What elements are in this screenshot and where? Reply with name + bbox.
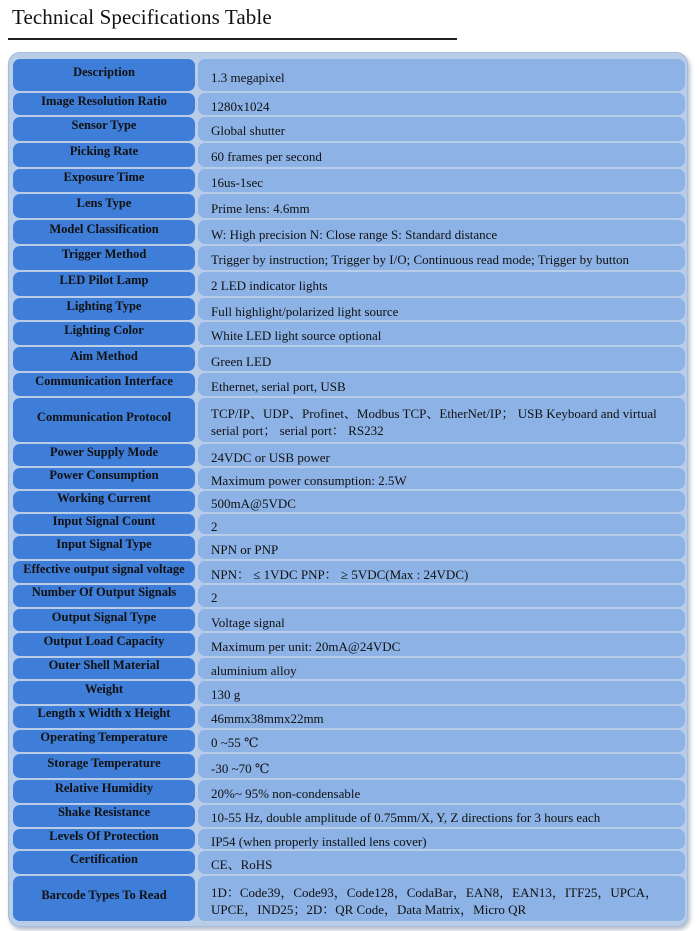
spec-value-cell <box>198 780 685 803</box>
spec-value: White LED light source optional <box>211 328 382 344</box>
spec-label: Input Signal Count <box>52 513 156 528</box>
page-title: Technical Specifications Table <box>12 5 272 29</box>
spec-label-cell <box>13 169 195 193</box>
spec-label-cell <box>13 829 195 850</box>
spec-label: Trigger Method <box>61 247 147 262</box>
spec-value: aluminium alloy <box>211 663 297 679</box>
spec-value-cell <box>198 658 685 679</box>
spec-label-cell <box>13 373 195 396</box>
spec-label: Working Current <box>57 490 151 505</box>
spec-label-cell <box>13 117 195 141</box>
spec-label: Lighting Color <box>64 323 144 338</box>
spec-row <box>13 322 685 345</box>
spec-label: Communication Interface <box>35 373 173 388</box>
spec-value-cell <box>198 491 685 512</box>
spec-value-cell <box>198 706 685 728</box>
spec-value-cell <box>198 536 685 559</box>
spec-value-cell <box>198 851 685 874</box>
spec-value-cell <box>198 468 685 489</box>
spec-value: Maximum power consumption: 2.5W <box>211 473 407 489</box>
spec-row <box>13 561 685 583</box>
spec-label-cell <box>13 220 195 244</box>
spec-label: Exposure Time <box>63 169 145 184</box>
spec-label-cell <box>13 514 195 535</box>
spec-value-cell <box>198 347 685 371</box>
spec-row <box>13 298 685 321</box>
spec-value-cell <box>198 829 685 850</box>
spec-label-cell <box>13 347 195 371</box>
spec-label-cell <box>13 398 195 443</box>
spec-value: 16us-1sec <box>211 174 263 190</box>
spec-value: TCP/IP、UDP、Profinet、Modbus TCP、EtherNet/IP； USB Keyboard and virtual serial port； serial port： RS232 <box>211 406 657 439</box>
spec-value-cell <box>198 633 685 656</box>
spec-value: 1D：Code39，Code93，Code128，CodaBar，EAN8，EAN13，ITF25，UPCA，UPCE，IND25；2D：QR Code，Data Matrix，Micro QR <box>211 884 659 917</box>
spec-row <box>13 681 685 704</box>
spec-row <box>13 658 685 679</box>
spec-value: Green LED <box>211 353 272 369</box>
spec-label: Relative Humidity <box>54 781 154 796</box>
spec-value-cell <box>198 246 685 270</box>
spec-value: 2 <box>211 590 218 606</box>
spec-value: 1.3 megapixel <box>211 69 285 85</box>
spec-row <box>13 730 685 753</box>
spec-table-card <box>8 52 688 927</box>
spec-value: Trigger by instruction; Trigger by I/O; Continuous read mode; Trigger by button <box>211 252 630 268</box>
spec-value: 1280x1024 <box>211 98 270 114</box>
spec-value: NPN or PNP <box>211 542 279 558</box>
spec-table <box>13 57 685 923</box>
spec-value-cell <box>198 398 685 443</box>
spec-value: Maximum per unit: 20mA@24VDC <box>211 639 401 655</box>
spec-label: Output Load Capacity <box>43 634 165 649</box>
spec-value: -30 ~70 ℃ <box>211 760 270 776</box>
spec-value-cell <box>198 272 685 296</box>
spec-row <box>13 876 685 921</box>
spec-label-cell <box>13 805 195 827</box>
spec-label-cell <box>13 194 195 218</box>
spec-label-cell <box>13 851 195 874</box>
spec-value-cell <box>198 585 685 607</box>
spec-label: LED Pilot Lamp <box>59 273 149 288</box>
spec-label-cell <box>13 633 195 656</box>
spec-row <box>13 468 685 489</box>
spec-value-cell <box>198 681 685 704</box>
spec-value: W: High precision N: Close range S: Standard distance <box>211 226 498 242</box>
spec-value: 60 frames per second <box>211 149 322 165</box>
spec-row <box>13 373 685 396</box>
spec-row <box>13 246 685 270</box>
spec-value-cell <box>198 322 685 345</box>
spec-label: Operating Temperature <box>40 730 168 745</box>
spec-value-cell <box>198 609 685 632</box>
spec-row <box>13 220 685 244</box>
spec-label-cell <box>13 491 195 512</box>
spec-label-cell <box>13 143 195 167</box>
spec-label: Picking Rate <box>69 144 139 159</box>
spec-value: NPN： ≤ 1VDC PNP： ≥ 5VDC(Max : 24VDC) <box>211 566 469 582</box>
spec-row <box>13 444 685 466</box>
spec-label: Certification <box>69 852 139 867</box>
spec-label: Effective output signal voltage <box>23 561 185 576</box>
spec-value: 20%~ 95% non-condensable <box>211 786 361 802</box>
spec-value: CE、RoHS <box>211 857 273 873</box>
spec-value: IP54 (when properly installed lens cover) <box>211 833 427 849</box>
spec-label-cell <box>13 780 195 803</box>
spec-row <box>13 585 685 607</box>
spec-label: Outer Shell Material <box>48 658 160 673</box>
spec-value: Prime lens: 4.6mm <box>211 200 310 216</box>
spec-value: 2 LED indicator lights <box>211 278 328 294</box>
spec-row <box>13 272 685 296</box>
spec-label-cell <box>13 706 195 728</box>
spec-row <box>13 609 685 632</box>
spec-label: Barcode Types To Read <box>41 888 167 903</box>
spec-label: Sensor Type <box>71 118 137 133</box>
spec-value: 10-55 Hz, double amplitude of 0.75mm/X, Y, Z directions for 3 hours each <box>211 810 601 826</box>
spec-value-cell <box>198 444 685 466</box>
spec-label: Output Signal Type <box>51 609 157 624</box>
spec-row <box>13 59 685 91</box>
spec-value: 46mmx38mmx22mm <box>211 711 324 727</box>
spec-label-cell <box>13 468 195 489</box>
spec-value-cell <box>198 117 685 141</box>
spec-label-cell <box>13 272 195 296</box>
spec-label-cell <box>13 322 195 345</box>
spec-label-cell <box>13 444 195 466</box>
spec-label-cell <box>13 93 195 115</box>
spec-row <box>13 754 685 778</box>
spec-value: 24VDC or USB power <box>211 449 330 465</box>
spec-label-cell <box>13 59 195 91</box>
spec-label-cell <box>13 246 195 270</box>
spec-row <box>13 780 685 803</box>
title-divider <box>8 38 457 40</box>
spec-label-cell <box>13 561 195 583</box>
spec-value-cell <box>198 876 685 921</box>
spec-value-cell <box>198 514 685 535</box>
spec-value-cell <box>198 143 685 167</box>
spec-row <box>13 536 685 559</box>
spec-value-cell <box>198 754 685 778</box>
spec-label-cell <box>13 754 195 778</box>
spec-label: Lens Type <box>76 195 132 210</box>
spec-label-cell <box>13 681 195 704</box>
spec-row <box>13 851 685 874</box>
spec-label: Shake Resistance <box>57 805 151 820</box>
spec-label: Description <box>73 64 135 79</box>
spec-value-cell <box>198 298 685 321</box>
spec-row <box>13 633 685 656</box>
spec-label: Storage Temperature <box>47 755 161 770</box>
spec-label-cell <box>13 876 195 921</box>
spec-label: Power Supply Mode <box>49 444 159 459</box>
spec-table-body <box>13 59 685 921</box>
spec-label-cell <box>13 585 195 607</box>
spec-label: Levels Of Protection <box>49 828 159 843</box>
spec-row <box>13 706 685 728</box>
spec-value: 2 <box>211 518 218 534</box>
spec-value-cell <box>198 220 685 244</box>
spec-value: 0 ~55 ℃ <box>211 735 259 751</box>
spec-value-cell <box>198 59 685 91</box>
spec-value: Global shutter <box>211 123 286 139</box>
spec-value-cell <box>198 194 685 218</box>
spec-value-cell <box>198 561 685 583</box>
spec-label: Communication Protocol <box>36 409 172 424</box>
spec-value: 130 g <box>211 686 241 702</box>
spec-row <box>13 398 685 443</box>
spec-row <box>13 491 685 512</box>
spec-label-cell <box>13 609 195 632</box>
spec-label: Model Classification <box>49 221 159 236</box>
spec-value-cell <box>198 730 685 753</box>
spec-row <box>13 169 685 193</box>
spec-row <box>13 347 685 371</box>
spec-value-cell <box>198 805 685 827</box>
spec-label: Lighting Type <box>66 298 142 313</box>
spec-label: Input Signal Type <box>56 537 152 552</box>
spec-label: Image Resolution Ratio <box>41 93 167 108</box>
spec-value: 500mA@5VDC <box>211 495 296 511</box>
spec-value: Full highlight/polarized light source <box>211 303 399 319</box>
spec-label-cell <box>13 658 195 679</box>
spec-row <box>13 143 685 167</box>
spec-value-cell <box>198 169 685 193</box>
spec-label: Aim Method <box>70 348 138 363</box>
spec-row <box>13 93 685 115</box>
spec-label: Power Consumption <box>49 468 159 483</box>
spec-label-cell <box>13 298 195 321</box>
spec-row <box>13 805 685 827</box>
spec-value: Voltage signal <box>211 614 285 630</box>
spec-row <box>13 194 685 218</box>
spec-row <box>13 117 685 141</box>
spec-label: Weight <box>84 681 124 696</box>
spec-label-cell <box>13 730 195 753</box>
spec-label-cell <box>13 536 195 559</box>
spec-value: Ethernet, serial port, USB <box>211 378 346 394</box>
spec-value-cell <box>198 373 685 396</box>
spec-value-cell <box>198 93 685 115</box>
spec-row <box>13 514 685 535</box>
spec-label: Length x Width x Height <box>37 706 171 721</box>
spec-label: Number Of Output Signals <box>31 585 177 600</box>
spec-row <box>13 829 685 850</box>
